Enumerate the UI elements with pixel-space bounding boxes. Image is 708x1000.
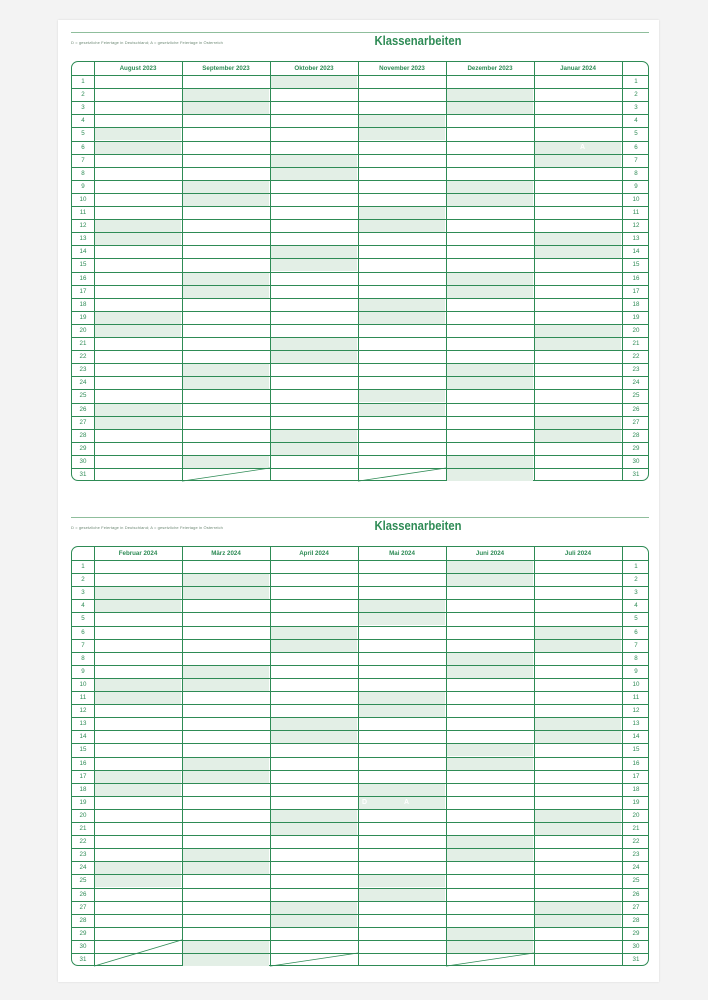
row-number-right: 28 <box>632 431 640 439</box>
exam-grid <box>71 546 649 966</box>
row-number-right: 29 <box>632 929 640 937</box>
row-number-left: 22 <box>79 353 87 361</box>
row-number-left: 26 <box>79 890 87 898</box>
row-number-left: 9 <box>81 667 85 675</box>
row-number-left: 17 <box>79 287 87 295</box>
row-number-right: 28 <box>632 916 640 924</box>
row-number-left: 28 <box>79 916 87 924</box>
row-number-left: 27 <box>79 418 87 426</box>
row-number-right: 4 <box>634 602 638 610</box>
holiday-marker: A <box>404 942 410 950</box>
row-number-right: 4 <box>634 117 638 125</box>
row-number-left: 8 <box>81 169 85 177</box>
page-title: Klassenarbeiten <box>374 34 462 48</box>
row-number-right: 12 <box>632 707 640 715</box>
month-header: Oktober 2023 <box>294 65 334 72</box>
row-number-right: 16 <box>632 759 640 767</box>
row-number-left: 19 <box>79 313 87 321</box>
row-number-left: 30 <box>79 942 87 950</box>
row-number-right: 8 <box>634 654 638 662</box>
row-number-left: 9 <box>81 182 85 190</box>
row-number-right: 19 <box>632 313 640 321</box>
row-number-right: 26 <box>632 405 640 413</box>
row-number-right: 9 <box>634 667 638 675</box>
row-number-right: 27 <box>632 903 640 911</box>
row-number-left: 23 <box>79 851 87 859</box>
row-number-right: 22 <box>632 353 640 361</box>
row-number-left: 25 <box>79 392 87 400</box>
row-number-left: 6 <box>81 628 85 636</box>
row-number-left: 26 <box>79 405 87 413</box>
holiday-marker: A <box>580 143 586 151</box>
row-number-left: 2 <box>81 91 85 99</box>
row-number-left: 28 <box>79 431 87 439</box>
row-number-right: 11 <box>632 209 640 216</box>
row-number-left: 12 <box>79 707 87 715</box>
row-number-left: 2 <box>81 576 85 584</box>
row-number-left: 5 <box>81 130 85 138</box>
row-number-right: 29 <box>632 444 640 452</box>
row-number-left: 31 <box>79 471 87 478</box>
month-header: September 2023 <box>202 65 250 72</box>
row-number-right: 15 <box>632 746 640 754</box>
holiday-marker: A <box>140 261 146 269</box>
row-number-left: 15 <box>79 261 87 269</box>
row-number-right: 5 <box>634 130 638 138</box>
holiday-marker: A <box>580 78 586 85</box>
row-number-left: 6 <box>81 143 85 151</box>
holiday-marker: A <box>404 667 410 675</box>
holiday-marker: A <box>404 798 410 806</box>
holiday-marker: D <box>450 392 456 400</box>
holiday-marker: D <box>450 405 456 413</box>
row-number-right: 6 <box>634 628 638 636</box>
row-number-right: 10 <box>632 195 640 203</box>
holiday-marker: A <box>492 405 498 413</box>
row-number-right: 16 <box>632 274 640 282</box>
holiday-marker: A <box>492 392 498 400</box>
row-number-right: 21 <box>632 340 640 347</box>
row-number-left: 23 <box>79 366 87 374</box>
row-number-right: 3 <box>634 104 638 112</box>
row-number-left: 24 <box>79 864 87 872</box>
row-number-right: 1 <box>634 78 638 85</box>
row-number-left: 29 <box>79 444 87 452</box>
row-number-right: 20 <box>632 326 640 334</box>
holiday-marker: D <box>538 78 544 85</box>
row-number-left: 7 <box>81 641 85 649</box>
row-number-right: 23 <box>632 366 640 374</box>
row-number-right: 14 <box>632 248 640 256</box>
row-number-right: 2 <box>634 576 638 584</box>
invalid-day-strikes <box>72 62 650 482</box>
row-number-right: 10 <box>632 680 640 688</box>
row-number-right: 1 <box>634 563 638 570</box>
row-number-left: 11 <box>79 209 87 216</box>
month-header: April 2024 <box>299 550 329 557</box>
holiday-marker: A <box>316 563 322 570</box>
section-rule <box>71 32 649 33</box>
row-number-left: 5 <box>81 615 85 623</box>
row-number-right: 19 <box>632 798 640 806</box>
row-number-right: 20 <box>632 811 640 819</box>
invalid-day-strike <box>446 953 534 966</box>
row-number-right: 8 <box>634 169 638 177</box>
row-number-right: 13 <box>632 720 640 728</box>
invalid-day-strike <box>270 953 358 966</box>
row-number-left: 17 <box>79 772 87 780</box>
planner-page <box>58 20 659 982</box>
row-number-left: 31 <box>79 956 87 963</box>
row-number-left: 12 <box>79 222 87 230</box>
row-number-left: 27 <box>79 903 87 911</box>
row-number-right: 17 <box>632 772 640 780</box>
row-number-left: 4 <box>81 117 85 125</box>
row-number-left: 25 <box>79 877 87 885</box>
holiday-marker: D <box>274 104 280 112</box>
row-number-left: 15 <box>79 746 87 754</box>
row-number-left: 8 <box>81 654 85 662</box>
row-number-left: 18 <box>79 785 87 793</box>
row-number-right: 17 <box>632 287 640 295</box>
row-number-right: 30 <box>632 942 640 950</box>
row-number-right: 7 <box>634 156 638 164</box>
row-number-left: 1 <box>81 78 85 85</box>
row-number-right: 23 <box>632 851 640 859</box>
month-header: Mai 2024 <box>389 550 415 557</box>
row-number-left: 13 <box>79 720 87 728</box>
row-number-right: 25 <box>632 392 640 400</box>
row-number-left: 4 <box>81 602 85 610</box>
row-number-right: 24 <box>632 864 640 872</box>
row-number-right: 27 <box>632 418 640 426</box>
row-number-left: 18 <box>79 300 87 308</box>
row-number-left: 1 <box>81 563 85 570</box>
month-header: Februar 2024 <box>118 550 158 557</box>
page-title: Klassenarbeiten <box>374 519 462 533</box>
row-number-right: 21 <box>632 825 640 832</box>
row-number-right: 26 <box>632 890 640 898</box>
invalid-day-strike <box>182 468 270 481</box>
row-number-left: 3 <box>81 104 85 112</box>
row-number-left: 24 <box>79 379 87 387</box>
row-number-left: 14 <box>79 248 87 256</box>
invalid-day-strike <box>358 468 446 481</box>
month-header: Juli 2024 <box>564 550 592 557</box>
month-header: Juni 2024 <box>475 550 505 557</box>
month-header: Dezember 2023 <box>467 65 513 72</box>
month-header: November 2023 <box>379 65 425 72</box>
row-number-right: 14 <box>632 733 640 741</box>
row-number-right: 31 <box>632 471 640 478</box>
row-number-left: 21 <box>79 825 87 832</box>
holiday-marker: A <box>404 563 410 570</box>
row-number-left: 22 <box>79 838 87 846</box>
row-number-right: 31 <box>632 956 640 963</box>
section-rule <box>71 517 649 518</box>
row-number-right: 15 <box>632 261 640 269</box>
row-number-right: 6 <box>634 143 638 151</box>
row-number-left: 10 <box>79 195 87 203</box>
holiday-marker: A <box>404 811 410 819</box>
holiday-marker: D <box>362 667 368 675</box>
month-header: August 2023 <box>119 65 157 72</box>
row-number-right: 12 <box>632 222 640 230</box>
row-number-left: 11 <box>79 694 87 701</box>
holiday-legend: D = gesetzliche Feiertage in Deutschland; A = gesetzliche Feiertage in Österreich <box>71 40 223 45</box>
row-number-left: 20 <box>79 326 87 334</box>
row-number-right: 3 <box>634 589 638 597</box>
row-number-left: 30 <box>79 457 87 465</box>
holiday-marker: A <box>316 405 322 413</box>
row-number-right: 25 <box>632 877 640 885</box>
row-number-left: 16 <box>79 274 87 282</box>
row-number-left: 20 <box>79 811 87 819</box>
holiday-marker: D <box>186 929 192 937</box>
row-number-right: 18 <box>632 300 640 308</box>
invalid-day-strike <box>94 940 182 966</box>
row-number-left: 19 <box>79 798 87 806</box>
row-number-left: 13 <box>79 235 87 243</box>
row-number-left: 29 <box>79 929 87 937</box>
month-header: März 2024 <box>211 550 241 557</box>
row-number-right: 22 <box>632 838 640 846</box>
holiday-marker: A <box>404 78 410 85</box>
month-header: Januar 2024 <box>560 65 596 72</box>
holiday-marker: D <box>362 798 368 806</box>
holiday-marker: A <box>492 169 498 177</box>
row-number-left: 21 <box>79 340 87 347</box>
row-number-left: 3 <box>81 589 85 597</box>
row-number-right: 5 <box>634 615 638 623</box>
row-number-right: 18 <box>632 785 640 793</box>
holiday-marker: D <box>274 563 280 570</box>
holiday-legend: D = gesetzliche Feiertage in Deutschland; A = gesetzliche Feiertage in Österreich <box>71 525 223 530</box>
row-number-right: 24 <box>632 379 640 387</box>
row-number-left: 14 <box>79 733 87 741</box>
row-number-right: 9 <box>634 182 638 190</box>
row-number-left: 16 <box>79 759 87 767</box>
row-number-right: 30 <box>632 457 640 465</box>
row-number-left: 7 <box>81 156 85 164</box>
holiday-marker: D <box>362 563 368 570</box>
holiday-marker: D <box>362 811 368 819</box>
row-number-right: 2 <box>634 91 638 99</box>
row-number-right: 11 <box>632 694 640 701</box>
row-number-left: 10 <box>79 680 87 688</box>
row-number-right: 7 <box>634 641 638 649</box>
exam-grid <box>71 61 649 481</box>
row-number-right: 13 <box>632 235 640 243</box>
invalid-day-strikes <box>72 547 650 967</box>
